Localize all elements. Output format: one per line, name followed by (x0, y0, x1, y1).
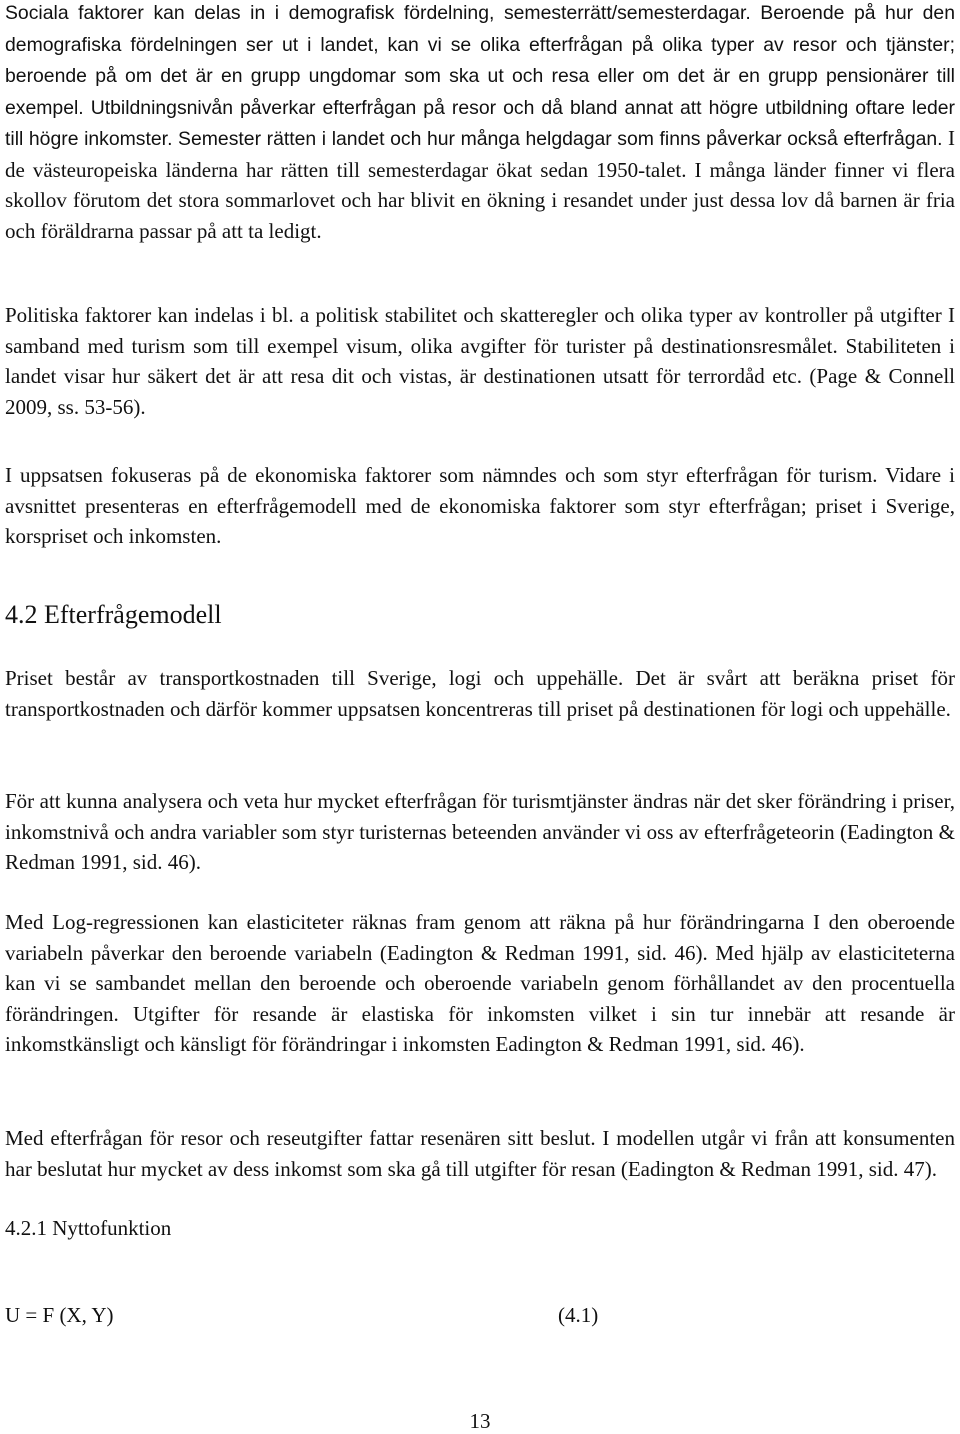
paragraph-social-factors (5, 0, 955, 246)
equation-number: (4.1) (558, 1303, 599, 1327)
paragraph-demand-theory: För att kunna analysera och veta hur mycket efterfrågan för turismtjänster ändras när det sker förändring i priser, inkomstnivå och andra variabler som styr turisternas beteenden använder vi oss av efterfrågeteorin (Eadington & Redman 1991, sid. 46). (5, 789, 955, 874)
paragraph-price: Priset består av transportkostnaden till Sverige, logi och uppehälle. Det är svårt att beräkna priset för transportkostnaden och därför kommer uppsatsen koncentreras till priset på destinationen för logi och uppehälle. (5, 666, 955, 721)
paragraph-political-factors: Politiska faktorer kan indelas i bl. a politisk stabilitet och skatteregler och olika typer av kontroller på utgifter I samband med turism som till exempel visum, olika avgifter för turister på destinationsresmålet. Stabiliteten i landet visar hur säkert det är att resa dit och vistas, är destinationen utsatt för terrordåd etc. (Page & Connell 2009, ss. 53-56). (5, 303, 955, 419)
subsection-heading: 4.2.1 Nyttofunktion (5, 1216, 172, 1240)
page-number: 13 (469, 1409, 491, 1433)
equation-expression: U = F (X, Y) (5, 1303, 114, 1327)
section-heading: 4.2 Efterfrågemodell (5, 600, 222, 629)
paragraph-social-factors-serif: I de västeuropeiska länderna har rätten till semesterdagar ökat sedan 1950-talet. I många länder finner vi flera skollov förutom det stora sommarlovet och har blivit en ökning i resandet under just dessa lov då barnen är fria och föräldrarna passar på att ta ledigt. (5, 126, 956, 243)
utility-equation (5, 1300, 625, 1330)
paragraph-log-regression: Med Log-regressionen kan elasticiteter räknas fram genom att räkna på hur förändringarna I den oberoende variabeln påverkar den beroende variabeln (Eadington & Redman 1991, sid. 46). Med hjälp av elasticiteterna kan vi se sambandet mellan den beroende och oberoende variabeln genom förhållandet av den procentuella förändringen. Utgifter för resande är elastiska för inkomsten vilket i sin tur innebär att resande är inkomstkänsligt och känsligt för förändringar i inkomsten Eadington & Redman 1991, sid. 46). (5, 910, 955, 1056)
paragraph-social-factors-sans: Sociala faktorer kan delas in i demografisk fördelning, semesterrätt/semesterdagar. Beroende på hur den demografiska fördelningen ser ut i landet, kan vi se olika efterfrågan på olika typer av resor och tjänster; beroende på om det är en grupp ungdomar som ska ut och resa eller om det är en grupp pensionärer till exempel. Utbildningsnivån påverkar efterfrågan på resor och då bland annat att högre utbildning oftare leder till högre inkomster. Semester rätten i landet och hur många helgdagar som finns påverkar också efterfrågan. (5, 2, 955, 150)
paragraph-travel-decision: Med efterfrågan för resor och reseutgifter fattar resenären sitt beslut. I modellen utgår vi från att konsumenten har beslutat hur mycket av dess inkomst som ska gå till utgifter för resan (Eadington & Redman 1991, sid. 47). (5, 1126, 955, 1181)
paragraph-economic-focus: I uppsatsen fokuseras på de ekonomiska faktorer som nämndes och som styr efterfrågan för turism. Vidare i avsnittet presenteras en efterfrågemodell med de ekonomiska faktorer som styr efterfrågan; priset i Sverige, korspriset och inkomsten. (5, 463, 955, 548)
